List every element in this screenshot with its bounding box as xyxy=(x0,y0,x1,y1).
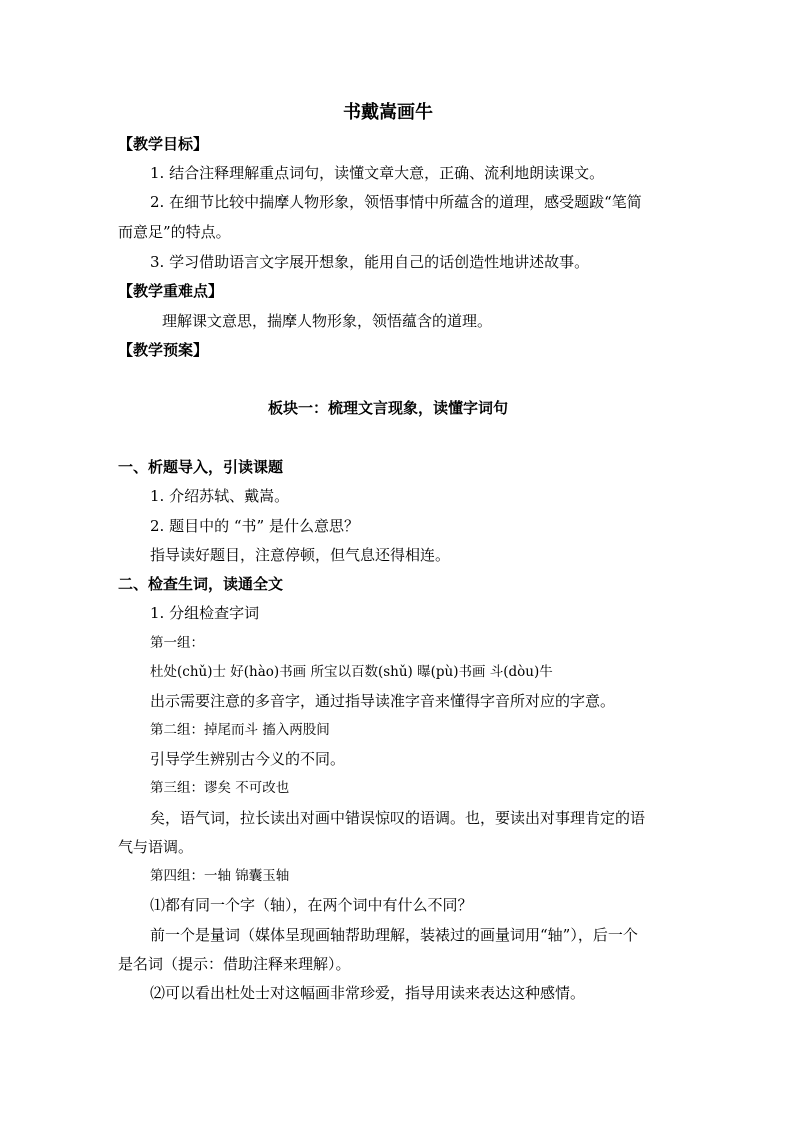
plan-heading: 【教学预案】 xyxy=(118,341,209,359)
part1-text: 指导读好题目，注意停顿，但气息还得相连。 xyxy=(150,546,451,564)
part1-item-1: 1. 介绍苏轼、戴嵩。 xyxy=(150,487,290,505)
group1-words: 杜处(chǔ)士 好(hào)书画 所宝以百数(shǔ) 曝(pù)书画 斗(dòu)牛 xyxy=(150,664,553,680)
page-title: 书戴嵩画牛 xyxy=(343,102,433,123)
keypoints-text: 理解课文意思，揣摩人物形象，领悟蕴含的道理。 xyxy=(162,312,493,330)
part1-item-2: 2. 题目中的 “书” 是什么意思？ xyxy=(150,517,359,535)
question-2: ⑵可以看出杜处士对这幅画非常珍爱，指导用读来表达这种感情。 xyxy=(150,984,586,1002)
group4-label: 第四组：一轴 锦囊玉轴 xyxy=(150,868,290,884)
group1-note: 出示需要注意的多音字，通过指导读准字音来懂得字音所对应的字意。 xyxy=(150,692,616,710)
question-1: ⑴都有同一个字（轴），在两个词中有什么不同？ xyxy=(150,896,473,914)
group3-label: 第三组：谬矣 不可改也 xyxy=(150,780,290,796)
group2-label: 第二组：掉尾而斗 搐入两股间 xyxy=(150,722,330,738)
part2-item-1: 1. 分组检查字词 xyxy=(150,604,260,622)
question-1-answer-line-1: 前一个是量词（媒体呈现画轴帮助理解，装裱过的画量词用“轴”），后一个 xyxy=(150,926,638,944)
keypoints-heading: 【教学重难点】 xyxy=(118,282,224,300)
group1-label: 第一组： xyxy=(150,635,204,651)
group3-note-line-2: 气与语调。 xyxy=(118,838,194,856)
goal-item-3: 3. 学习借助语言文字展开想象，能用自己的话创造性地讲述故事。 xyxy=(150,253,590,271)
question-1-answer-line-2: 是名词（提示：借助注释来理解）。 xyxy=(118,955,351,973)
goal-item-2-line-1: 2. 在细节比较中揣摩人物形象，领悟事情中所蕴含的道理，感受题跋“笔简 xyxy=(150,193,642,211)
group2-note: 引导学生辨别古今义的不同。 xyxy=(150,750,346,768)
block-title: 板块一：梳理文言现象，读懂字词句 xyxy=(268,399,509,417)
group3-note-line-1: 矣，语气词，拉长读出对画中错误惊叹的语调。也，要读出对事理肯定的语 xyxy=(150,809,646,827)
part1-heading: 一、析题导入，引读课题 xyxy=(118,458,284,476)
goal-item-1: 1. 结合注释理解重点词句，读懂文章大意，正确、流利地朗读课文。 xyxy=(150,164,605,182)
goals-heading: 【教学目标】 xyxy=(118,135,209,153)
goal-item-2-line-2: 而意足”的特点。 xyxy=(118,223,231,241)
part2-heading: 二、检查生词，读通全文 xyxy=(118,575,284,593)
